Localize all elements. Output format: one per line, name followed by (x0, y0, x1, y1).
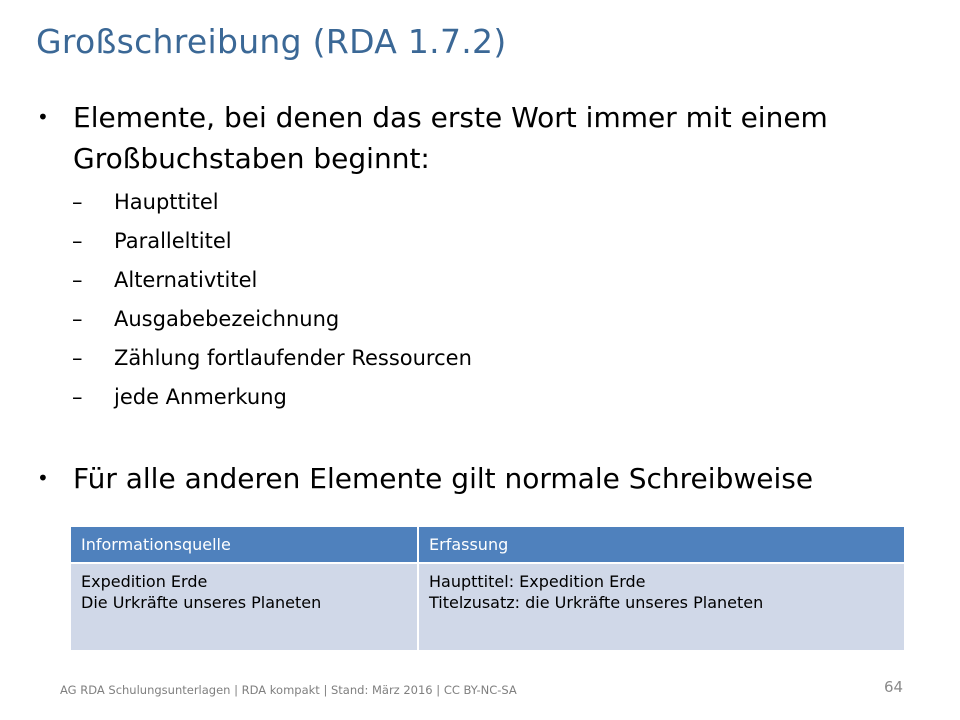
footer-text: AG RDA Schulungsunterlagen | RDA kompakt | Stand: März 2016 | CC BY-NC-SA (60, 683, 517, 697)
dash-marker: – (72, 346, 83, 370)
bullet-text: Elemente, bei denen das erste Wort immer mit einem Großbuchstaben beginnt: (73, 101, 828, 175)
cell-record (418, 563, 904, 650)
dash-marker: – (72, 229, 83, 253)
bullet-marker: • (37, 105, 49, 129)
column-header-source: Informationsquelle (71, 527, 418, 563)
bullet-text: Für alle anderen Elemente gilt normale Schreibweise (73, 462, 814, 495)
list-item-text: Haupttitel (114, 190, 219, 214)
page-number: 64 (884, 678, 904, 696)
column-header-record: Erfassung (418, 527, 904, 563)
list-item-text: Zählung fortlaufender Ressourcen (114, 346, 472, 370)
cell-line: Die Urkräfte unseres Planeten (81, 593, 322, 612)
cell-line: Expedition Erde (81, 572, 208, 591)
example-table (71, 527, 904, 650)
cell-source (71, 563, 418, 650)
table-header-row (71, 527, 904, 563)
dash-marker: – (72, 385, 83, 409)
list-item-text: jede Anmerkung (114, 385, 287, 409)
list-item-text: Ausgabebezeichnung (114, 307, 340, 331)
list-item-text: Alternativtitel (114, 268, 258, 292)
dash-marker: – (72, 307, 83, 331)
page-title: Großschreibung (RDA 1.7.2) (36, 22, 507, 61)
dash-marker: – (72, 190, 83, 214)
list-item-text: Paralleltitel (114, 229, 232, 253)
dash-marker: – (72, 268, 83, 292)
bullet-marker: • (37, 466, 49, 490)
cell-line: Titelzusatz: die Urkräfte unseres Planeten (429, 593, 764, 612)
cell-line: Haupttitel: Expedition Erde (429, 572, 646, 591)
table-row (71, 563, 904, 650)
